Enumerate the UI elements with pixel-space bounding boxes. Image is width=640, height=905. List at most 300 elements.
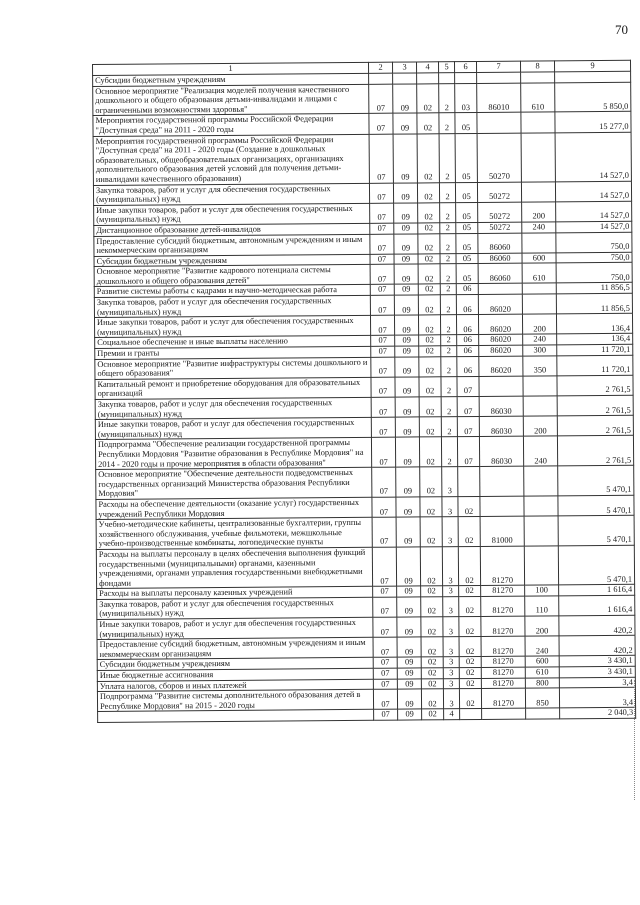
row-name-cell: Иные закупки товаров, работ и услуг для обеспечения государственных (муниципальных) нужд [97, 617, 373, 639]
code-cell: 02 [417, 133, 439, 182]
code-cell: 09 [394, 254, 418, 265]
code-cell: 07 [370, 295, 394, 315]
row-name-cell: Дистанционное образование детей-инвалидов [94, 223, 370, 236]
row-name-cell: Уплата налогов, сборов и иных платежей [97, 679, 373, 692]
code-cell [522, 294, 556, 314]
amount-cell: 2 761,5 [557, 415, 633, 436]
code-cell: 07 [373, 679, 397, 690]
code-cell: 02 [458, 546, 480, 586]
code-cell: 2 [439, 182, 455, 202]
amount-cell: 11 856,5 [556, 293, 632, 314]
row-name-cell [98, 710, 374, 723]
amount-cell: 15 277,0 [555, 112, 631, 133]
row-name-cell: Закупка товаров, работ и услуг для обеспечения государственных (муниципальных) нужд [93, 183, 369, 205]
margin-marks [634, 680, 637, 800]
code-cell: 02 [418, 253, 440, 264]
table-row [93, 82, 631, 116]
amount-cell: 750,0 [556, 232, 632, 253]
header-cell: 6 [454, 61, 476, 72]
code-cell: 86020 [479, 345, 523, 356]
amount-cell: 2 040,3 [560, 708, 636, 719]
code-cell: 09 [394, 223, 418, 234]
row-name-cell: Развитие системы работы с кадрами и научно-методическая работа [94, 285, 370, 298]
code-cell: 02 [420, 467, 442, 497]
code-cell: 02 [419, 417, 441, 437]
code-cell: 2 [441, 346, 457, 357]
code-cell: 07 [371, 438, 395, 468]
table-body [93, 71, 636, 722]
code-cell: 2 [440, 233, 456, 253]
amount-cell: 1 616,4 [559, 595, 635, 616]
code-cell: 02 [417, 113, 439, 133]
code-cell: 3 [443, 586, 459, 597]
code-cell: 07 [373, 689, 397, 709]
code-cell: 06 [457, 356, 479, 376]
code-cell: 50272 [478, 222, 522, 233]
code-cell: 05 [455, 133, 477, 182]
code-cell: 09 [395, 437, 419, 467]
code-cell: 07 [370, 223, 394, 234]
code-cell: 03 [455, 83, 477, 113]
code-cell: 09 [394, 315, 418, 335]
code-cell: 3 [442, 467, 458, 497]
code-cell: 05 [456, 222, 478, 233]
code-cell: 81270 [481, 667, 525, 678]
amount-cell: 136,4 [557, 334, 633, 345]
amount-cell: 420,2 [559, 615, 635, 636]
code-cell: 07 [370, 203, 394, 223]
code-cell: 200 [522, 202, 556, 222]
code-cell: 86020 [479, 335, 523, 346]
code-cell: 09 [395, 417, 419, 437]
code-cell: 02 [418, 264, 440, 284]
code-cell: 02 [459, 617, 481, 637]
code-cell: 02 [459, 596, 481, 616]
code-cell: 02 [419, 356, 441, 376]
amount-cell: 2 761,5 [557, 395, 633, 416]
row-name-cell: Субсидии бюджетным учреждениям [97, 658, 373, 671]
row-name-cell: Основное мероприятие "Обеспечение деятельности подведомственных государственных организаций Министерства образования Республики Мордовия" [96, 467, 372, 499]
code-cell: 2 [441, 417, 457, 437]
amount-cell: 14 527,0 [555, 181, 631, 202]
table-row [96, 465, 634, 499]
row-name-cell: Основное мероприятие "Развитие кадрового потенциала системы дошкольного и общего образования детей" [94, 265, 370, 287]
code-cell: 02 [459, 637, 481, 657]
amount-cell: 3,4 [559, 687, 635, 708]
table-row [96, 515, 634, 549]
code-cell: 07 [369, 114, 393, 134]
code-cell [523, 396, 557, 416]
amount-cell: 5 470,1 [558, 495, 634, 516]
code-cell: 2 [440, 202, 456, 222]
table-row [96, 545, 634, 589]
code-cell: 09 [394, 284, 418, 295]
code-cell: 07 [371, 417, 395, 437]
row-name-cell: Учебно-методические кабинеты, централизованные бухгалтерии, группы хозяйственного обслуживания, учебные фильмотеки, межшкольные учебно-производственные комбинаты, логопедические пункты [96, 517, 372, 549]
row-name-cell: Закупка товаров, работ и услуг для обеспечения государственных (муниципальных) нужд [97, 597, 373, 619]
row-name-cell: Закупка товаров, работ и услуг для обеспечения государственных (муниципальных) нужд [95, 397, 371, 419]
code-cell: 09 [396, 547, 420, 587]
amount-cell: 3 430,1 [559, 656, 635, 667]
code-cell: 02 [421, 657, 443, 668]
row-name-cell: Субсидии бюджетным учреждениям [94, 254, 370, 267]
amount-cell: 750,0 [556, 263, 632, 284]
code-cell [393, 73, 417, 84]
code-cell: 05 [456, 233, 478, 253]
row-name-cell: Субсидии бюджетным учреждениям [93, 73, 369, 86]
code-cell: 86030 [479, 396, 523, 417]
code-cell: 09 [395, 357, 419, 377]
code-cell [460, 709, 482, 720]
header-cell: 9 [554, 60, 630, 72]
code-cell: 610 [522, 263, 556, 283]
code-cell: 02 [418, 223, 440, 234]
code-cell: 02 [419, 437, 441, 467]
header-cell: 1 [93, 62, 369, 75]
code-cell: 02 [419, 335, 441, 346]
amount-cell: 1 616,4 [559, 585, 635, 596]
code-cell: 07 [373, 617, 397, 637]
code-cell: 09 [395, 335, 419, 346]
code-cell: 09 [393, 84, 417, 114]
code-cell: 350 [523, 355, 557, 375]
code-cell: 600 [525, 656, 559, 667]
amount-cell: 11 720,1 [557, 355, 633, 376]
code-cell [524, 496, 558, 516]
code-cell: 07 [371, 377, 395, 397]
table-row [93, 132, 631, 185]
code-cell: 02 [420, 547, 442, 587]
header-cell: 7 [476, 61, 520, 72]
code-cell: 86030 [479, 436, 523, 466]
code-cell: 02 [458, 496, 480, 516]
code-cell: 02 [418, 315, 440, 335]
code-cell: 09 [394, 295, 418, 315]
code-cell [522, 232, 556, 252]
code-cell: 81000 [480, 516, 524, 546]
code-cell [524, 516, 558, 546]
header-cell: 8 [520, 61, 554, 72]
amount-cell: 5 850,0 [555, 82, 631, 112]
code-cell: 110 [525, 596, 559, 616]
code-cell [479, 376, 523, 397]
page-number: 70 [615, 22, 628, 37]
code-cell: 240 [522, 222, 556, 233]
code-cell: 2 [441, 376, 457, 396]
code-cell: 07 [373, 637, 397, 657]
code-cell: 50272 [478, 202, 522, 223]
code-cell: 86020 [478, 314, 522, 335]
code-cell: 200 [525, 616, 559, 636]
code-cell: 05 [455, 182, 477, 202]
code-cell: 09 [393, 134, 417, 183]
code-cell: 240 [525, 636, 559, 656]
row-name-cell: Расходы на выплаты персоналу казенных учреждений [97, 587, 373, 600]
row-name-cell: Мероприятия государственной программы Российской Федерации "Доступная среда" на 2011 - 2020 годы [93, 114, 369, 136]
code-cell [480, 496, 524, 517]
amount-cell: 3,4 [559, 677, 635, 688]
amount-cell: 5 470,1 [558, 545, 634, 585]
code-cell: 02 [418, 233, 440, 253]
code-cell: 09 [396, 497, 420, 517]
code-cell: 06 [456, 315, 478, 335]
code-cell: 09 [397, 597, 421, 617]
amount-cell: 14 527,0 [556, 201, 632, 222]
row-name-cell: Иные закупки товаров, работ и услуг для обеспечения государственных (муниципальных) нужд [94, 203, 370, 225]
code-cell: 3 [443, 657, 459, 668]
code-cell: 81270 [481, 596, 525, 617]
amount-cell: 14 527,0 [555, 132, 631, 182]
code-cell: 3 [443, 617, 459, 637]
code-cell: 07 [371, 397, 395, 417]
code-cell: 02 [421, 678, 443, 689]
row-name-cell: Премии и гранты [95, 346, 371, 359]
code-cell: 3 [443, 637, 459, 657]
code-cell: 02 [418, 295, 440, 315]
row-name-cell: Предоставление субсидий бюджетным, автономным учреждениям и иным некоммерческим организациям [97, 638, 373, 660]
code-cell: 50270 [477, 133, 521, 182]
code-cell: 07 [457, 376, 479, 396]
code-cell: 09 [395, 377, 419, 397]
amount-cell: 11 720,1 [557, 344, 633, 355]
code-cell: 06 [456, 295, 478, 315]
code-cell: 86060 [478, 233, 522, 254]
code-cell [526, 708, 560, 719]
budget-table [92, 60, 636, 723]
code-cell: 07 [373, 597, 397, 617]
code-cell: 02 [420, 497, 442, 517]
row-name-cell: Подпрограмма "Обеспечение реализации государственной программы Республики Мордовия "Развитие образования в Республике Мордовия" на 2014 - 2020 годы и прочие мероприятия в области образования" [95, 438, 371, 470]
code-cell: 200 [523, 416, 557, 436]
code-cell: 07 [369, 183, 393, 203]
code-cell: 2 [440, 223, 456, 234]
code-cell: 09 [397, 689, 421, 709]
code-cell: 02 [459, 689, 481, 709]
amount-cell: 14 527,0 [556, 221, 632, 232]
code-cell: 50272 [477, 182, 521, 203]
code-cell: 09 [395, 397, 419, 417]
code-cell: 02 [418, 202, 440, 222]
table-row [95, 436, 633, 470]
code-cell [417, 73, 439, 84]
code-cell: 02 [459, 657, 481, 668]
code-cell: 100 [525, 585, 559, 596]
code-cell: 02 [420, 517, 442, 547]
code-cell: 07 [374, 710, 398, 721]
amount-cell: 420,2 [559, 636, 635, 657]
code-cell: 200 [522, 314, 556, 334]
row-name-cell: Основное мероприятие "Развитие инфраструктуры системы дошкольного и общего образования" [95, 357, 371, 379]
code-cell: 2 [441, 437, 457, 467]
code-cell: 07 [373, 586, 397, 597]
code-cell: 3 [443, 678, 459, 689]
header-cell: 3 [392, 62, 416, 73]
row-name-cell: Расходы на обеспечение деятельности (оказание услуг) государственных учреждений Республики Мордовия [96, 497, 372, 519]
code-cell: 07 [371, 336, 395, 347]
code-cell: 02 [418, 284, 440, 295]
code-cell: 2 [441, 397, 457, 417]
code-cell: 09 [397, 679, 421, 690]
amount-cell: 750,0 [556, 252, 632, 263]
code-cell: 2 [439, 133, 455, 182]
amount-cell: 136,4 [556, 314, 632, 335]
row-name-cell: Предоставление субсидий бюджетным, автономным учреждениям и иным некоммерческим организациям [94, 234, 370, 256]
code-cell: 610 [521, 82, 555, 112]
code-cell [522, 283, 556, 294]
code-cell: 07 [369, 134, 393, 183]
code-cell: 07 [372, 467, 396, 497]
code-cell: 81270 [481, 585, 525, 596]
row-name-cell: Социальное обеспечение и иные выплаты населению [95, 336, 371, 349]
code-cell: 86030 [479, 416, 523, 437]
amount-cell: 11 856,5 [556, 283, 632, 294]
code-cell: 09 [396, 467, 420, 497]
code-cell: 02 [417, 83, 439, 113]
code-cell: 09 [397, 637, 421, 657]
code-cell: 02 [421, 597, 443, 617]
code-cell: 09 [394, 233, 418, 253]
row-name-cell: Расходы на выплаты персоналу в целях обеспечения выполнения функций государственными (муниципальными) органами, казенными учреждениями, органами управления государственными внебюджетными фондами [96, 547, 372, 589]
code-cell: 07 [457, 396, 479, 416]
code-cell: 09 [397, 657, 421, 668]
code-cell: 05 [456, 202, 478, 222]
code-cell: 2 [440, 264, 456, 284]
code-cell: 240 [523, 436, 557, 466]
code-cell [478, 284, 522, 295]
code-cell: 86060 [478, 263, 522, 284]
amount-cell: 2 761,5 [557, 375, 633, 396]
amount-cell: 5 470,1 [558, 465, 634, 495]
code-cell [369, 73, 393, 84]
code-cell: 07 [371, 346, 395, 357]
code-cell: 05 [455, 113, 477, 133]
code-cell: 09 [397, 617, 421, 637]
code-cell: 07 [373, 668, 397, 679]
code-cell: 3 [443, 668, 459, 679]
code-cell: 06 [456, 284, 478, 295]
code-cell: 06 [457, 346, 479, 357]
code-cell [521, 181, 555, 201]
code-cell: 3 [443, 689, 459, 709]
code-cell: 610 [525, 667, 559, 678]
code-cell: 86060 [478, 253, 522, 264]
code-cell: 09 [394, 264, 418, 284]
amount-cell: 5 470,1 [558, 515, 634, 545]
code-cell: 09 [393, 182, 417, 202]
code-cell [521, 132, 555, 181]
code-cell: 02 [421, 586, 443, 597]
header-cell: 4 [416, 62, 438, 73]
code-cell: 2 [441, 356, 457, 376]
code-cell: 02 [421, 668, 443, 679]
code-cell: 09 [397, 586, 421, 597]
code-cell: 3 [443, 597, 459, 617]
code-cell: 86010 [477, 83, 521, 113]
header-cell: 2 [368, 62, 392, 73]
code-cell [439, 73, 455, 84]
code-cell: 2 [440, 284, 456, 295]
code-cell: 600 [522, 253, 556, 264]
code-cell [477, 113, 521, 134]
row-name-cell: Иные закупки товаров, работ и услуг для обеспечения государственных (муниципальных) нужд [95, 418, 371, 440]
code-cell: 02 [422, 709, 444, 720]
code-cell [477, 72, 521, 83]
code-cell: 81270 [481, 688, 525, 709]
code-cell [480, 466, 524, 496]
code-cell: 07 [370, 285, 394, 296]
code-cell: 07 [372, 517, 396, 547]
row-name-cell: Иные закупки товаров, работ и услуг для обеспечения государственных (муниципальных) нужд [94, 316, 370, 338]
code-cell: 09 [397, 668, 421, 679]
code-cell: 2 [440, 315, 456, 335]
header-cell: 5 [438, 62, 454, 73]
row-name-cell: Основное мероприятие "Реализация моделей получения качественного дошкольного и общего образования детьми-инвалидами и лицами с ограниченными возможностями здоровья" [93, 84, 369, 116]
code-cell: 02 [421, 689, 443, 709]
code-cell [458, 467, 480, 497]
code-cell: 2 [441, 335, 457, 346]
amount-cell [555, 71, 631, 82]
code-cell: 02 [419, 346, 441, 357]
code-cell: 800 [525, 677, 559, 688]
code-cell [455, 72, 477, 83]
code-cell: 81270 [481, 678, 525, 689]
code-cell: 02 [421, 617, 443, 637]
code-cell: 09 [398, 709, 422, 720]
code-cell: 02 [459, 667, 481, 678]
code-cell: 06 [457, 335, 479, 346]
amount-cell: 3 430,1 [559, 666, 635, 677]
code-cell: 81270 [481, 657, 525, 668]
code-cell: 2 [439, 113, 455, 133]
code-cell: 2 [439, 83, 455, 113]
code-cell: 850 [525, 688, 559, 708]
code-cell: 81270 [481, 616, 525, 637]
code-cell: 07 [372, 497, 396, 517]
code-cell: 09 [393, 113, 417, 133]
code-cell [521, 72, 555, 83]
code-cell: 86020 [478, 294, 522, 315]
code-cell: 3 [442, 517, 458, 547]
code-cell: 02 [417, 182, 439, 202]
code-cell: 300 [523, 345, 557, 356]
row-name-cell: Иные бюджетные ассигнования [97, 668, 373, 681]
code-cell: 07 [370, 315, 394, 335]
code-cell: 02 [421, 637, 443, 657]
code-cell [523, 376, 557, 396]
code-cell: 02 [419, 377, 441, 397]
code-cell: 07 [457, 437, 479, 467]
row-name-cell: Капитальный ремонт и приобретение оборудования для образовательных организаций [95, 377, 371, 399]
code-cell: 81270 [481, 636, 525, 657]
code-cell: 09 [394, 203, 418, 223]
code-cell: 09 [396, 517, 420, 547]
row-name-cell: Подпрограмма "Развитие системы дополнительного образования детей в Республике Мордовия" на 2015 - 2020 годы [97, 690, 373, 712]
code-cell: 09 [395, 346, 419, 357]
code-cell: 05 [456, 253, 478, 264]
row-name-cell: Закупка товаров, работ и услуг для обеспечения государственных (муниципальных) нужд [94, 295, 370, 317]
code-cell [521, 112, 555, 132]
code-cell: 05 [456, 264, 478, 284]
code-cell: 07 [370, 254, 394, 265]
amount-cell: 2 761,5 [557, 436, 633, 466]
code-cell: 02 [458, 517, 480, 547]
code-cell: 07 [457, 417, 479, 437]
code-cell: 3 [442, 497, 458, 517]
code-cell: 07 [370, 234, 394, 254]
code-cell: 81270 [480, 546, 524, 586]
code-cell: 02 [419, 397, 441, 417]
code-cell: 07 [369, 84, 393, 114]
